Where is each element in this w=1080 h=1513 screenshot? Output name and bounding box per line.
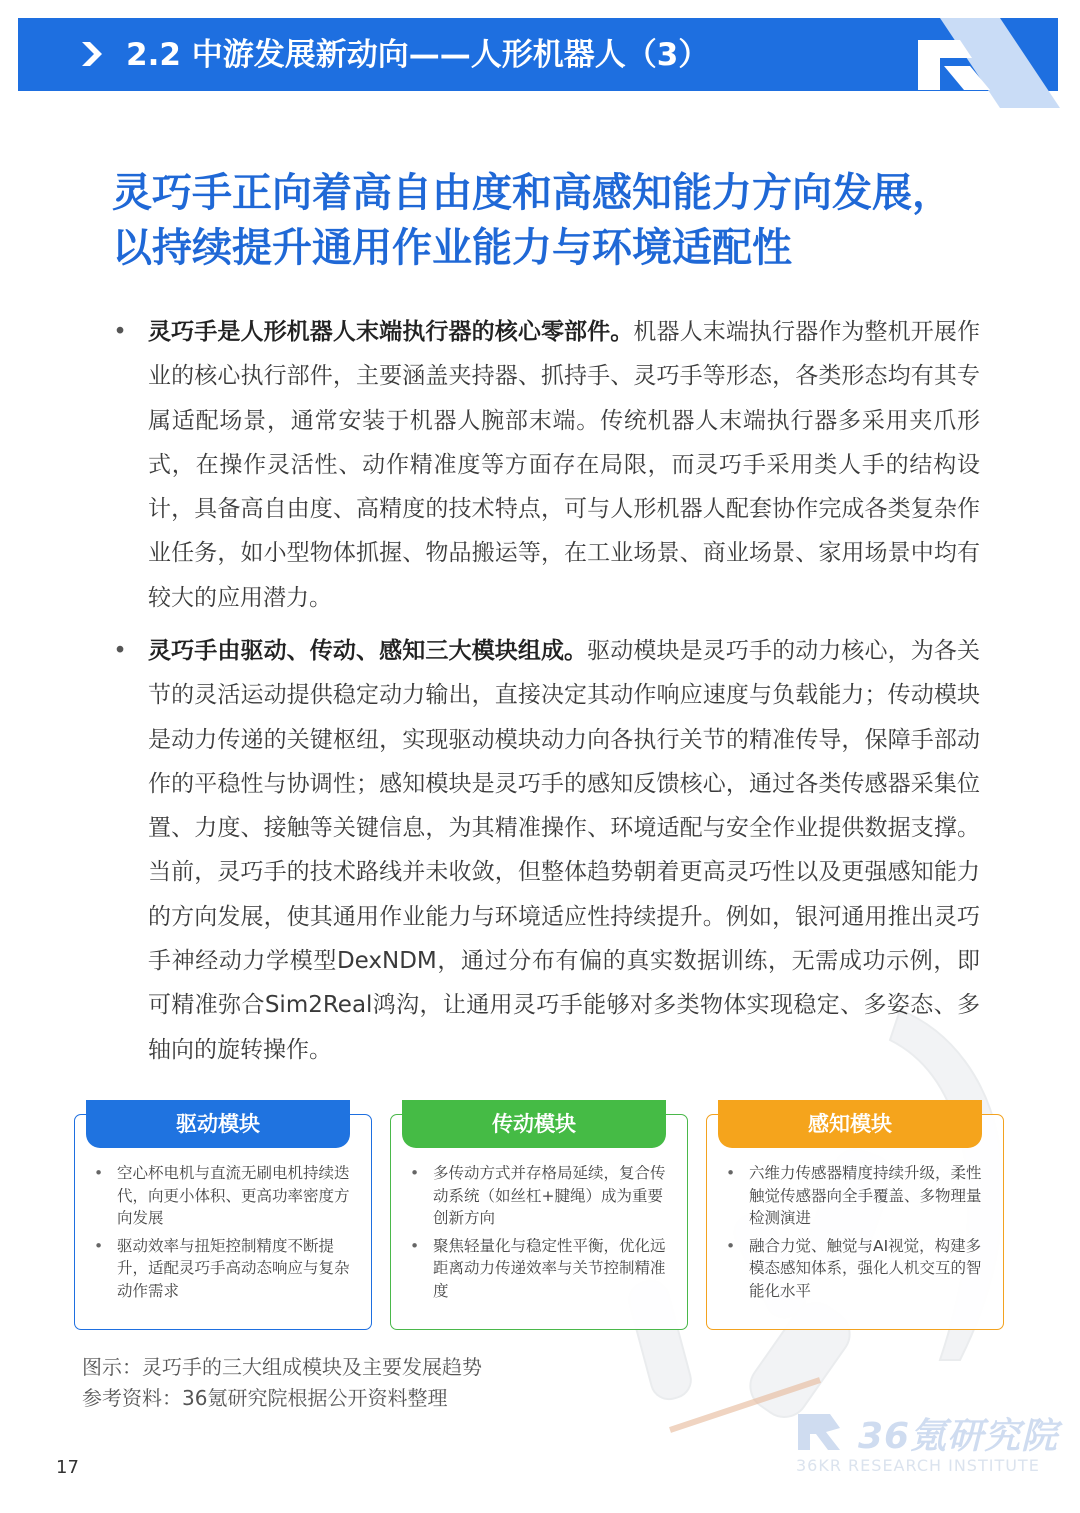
bullet-dot-icon: • — [113, 638, 127, 664]
bullet-paragraph — [110, 629, 980, 1072]
bullet-body: 驱动模块是灵巧手的动力核心，为各关节的灵活运动提供稳定动力输出，直接决定其动作响应速度与负载能力；传动模块是动力传递的关键枢纽，实现驱动模块动力向各执行关节的精准传导，保障手部动作的平稳性与协调性；感知模块是灵巧手的感知反馈核心，通过各类传感器采集位置、力度、接触等关键信息，为其精准操作、环境适配与安全作业提供数据支撑。当前，灵巧手的技术路线并未收敛，但整体趋势朝着更高灵巧性以及更强感知能力的方向发展，使其通用作业能力与环境适应性持续提升。例如，银河通用推出灵巧手神经动力学模型DexNDM，通过分布有偏的真实数据训练，无需成功示例，即可精准弥合Sim2Real鸿沟，让通用灵巧手能够对多类物体实现稳定、多姿态、多轴向的旋转操作。 — [148, 638, 981, 1063]
bullet-lead: 灵巧手是人形机器人末端执行器的核心零部件。 — [148, 319, 634, 345]
page-number: 17 — [56, 1457, 79, 1478]
module-card-title: 传动模块 — [402, 1100, 666, 1148]
bullet-paragraph — [110, 310, 980, 620]
module-card-title: 驱动模块 — [86, 1100, 350, 1148]
bullet-dot-icon: • — [113, 319, 127, 345]
module-card-list — [408, 1162, 672, 1307]
chevron-right-icon — [78, 34, 108, 74]
bullet-lead: 灵巧手由驱动、传动、感知三大模块组成。 — [148, 638, 588, 664]
bullet-body: 机器人末端执行器作为整机开展作业的核心执行部件，主要涵盖夹持器、抓持手、灵巧手等形态，各类形态均有其专属适配场景，通常安装于机器人腕部末端。传统机器人末端执行器多采用夹爪形式，在操作灵活性、动作精准度等方面存在局限，而灵巧手采用类人手的结构设计，具备高自由度、高精度的技术特点，可与人形机器人配套协作完成各类复杂作业任务，如小型物体抓握、物品搬运等，在工业场景、商业场景、家用场景中均有较大的应用潜力。 — [148, 319, 981, 611]
headline-line-1: 灵巧手正向着高自由度和高感知能力方向发展， — [112, 170, 952, 216]
list-item: • 聚焦轻量化与稳定性平衡，优化远距离动力传递效率与关节控制精准度 — [408, 1235, 672, 1303]
list-item: • 空心杯电机与直流无刷电机持续迭代，向更小体积、更高功率密度方向发展 — [92, 1162, 356, 1230]
list-item: • 六维力传感器精度持续升级，柔性触觉传感器向全手覆盖、多物理量检测演进 — [724, 1162, 988, 1230]
list-item: • 驱动效率与扭矩控制精度不断提升，适配灵巧手高动态响应与复杂动作需求 — [92, 1235, 356, 1303]
module-card-title: 感知模块 — [718, 1100, 982, 1148]
brand-name: 36氪研究院 — [858, 1416, 1059, 1457]
brand-logo-icon — [900, 18, 1070, 108]
headline-line-2: 以持续提升通用作业能力与环境适配性 — [112, 225, 792, 271]
brand-subtitle: 36KR RESEARCH INSTITUTE — [796, 1456, 1040, 1475]
brand-watermark — [796, 1408, 1059, 1482]
section-title: 2.2 中游发展新动向——人形机器人（3） — [126, 37, 710, 73]
brand-r-logo-icon — [796, 1412, 844, 1452]
module-card-transmission — [390, 1098, 688, 1329]
figure-caption — [82, 1352, 482, 1414]
module-card-list — [92, 1162, 356, 1307]
module-card-drive — [74, 1098, 372, 1329]
module-card-perception — [706, 1098, 1004, 1329]
page-headline — [112, 166, 1012, 276]
figure-caption-text: 图示：灵巧手的三大组成模块及主要发展趋势 — [82, 1355, 482, 1379]
list-item: • 多传动方式并存格局延续，复合传动系统（如丝杠+腱绳）成为重要创新方向 — [408, 1162, 672, 1230]
source-note: 参考资料：36氪研究院根据公开资料整理 — [82, 1386, 448, 1410]
list-item: • 融合力觉、触觉与AI视觉，构建多模态感知体系，强化人机交互的智能化水平 — [724, 1235, 988, 1303]
module-card-list — [724, 1162, 988, 1307]
